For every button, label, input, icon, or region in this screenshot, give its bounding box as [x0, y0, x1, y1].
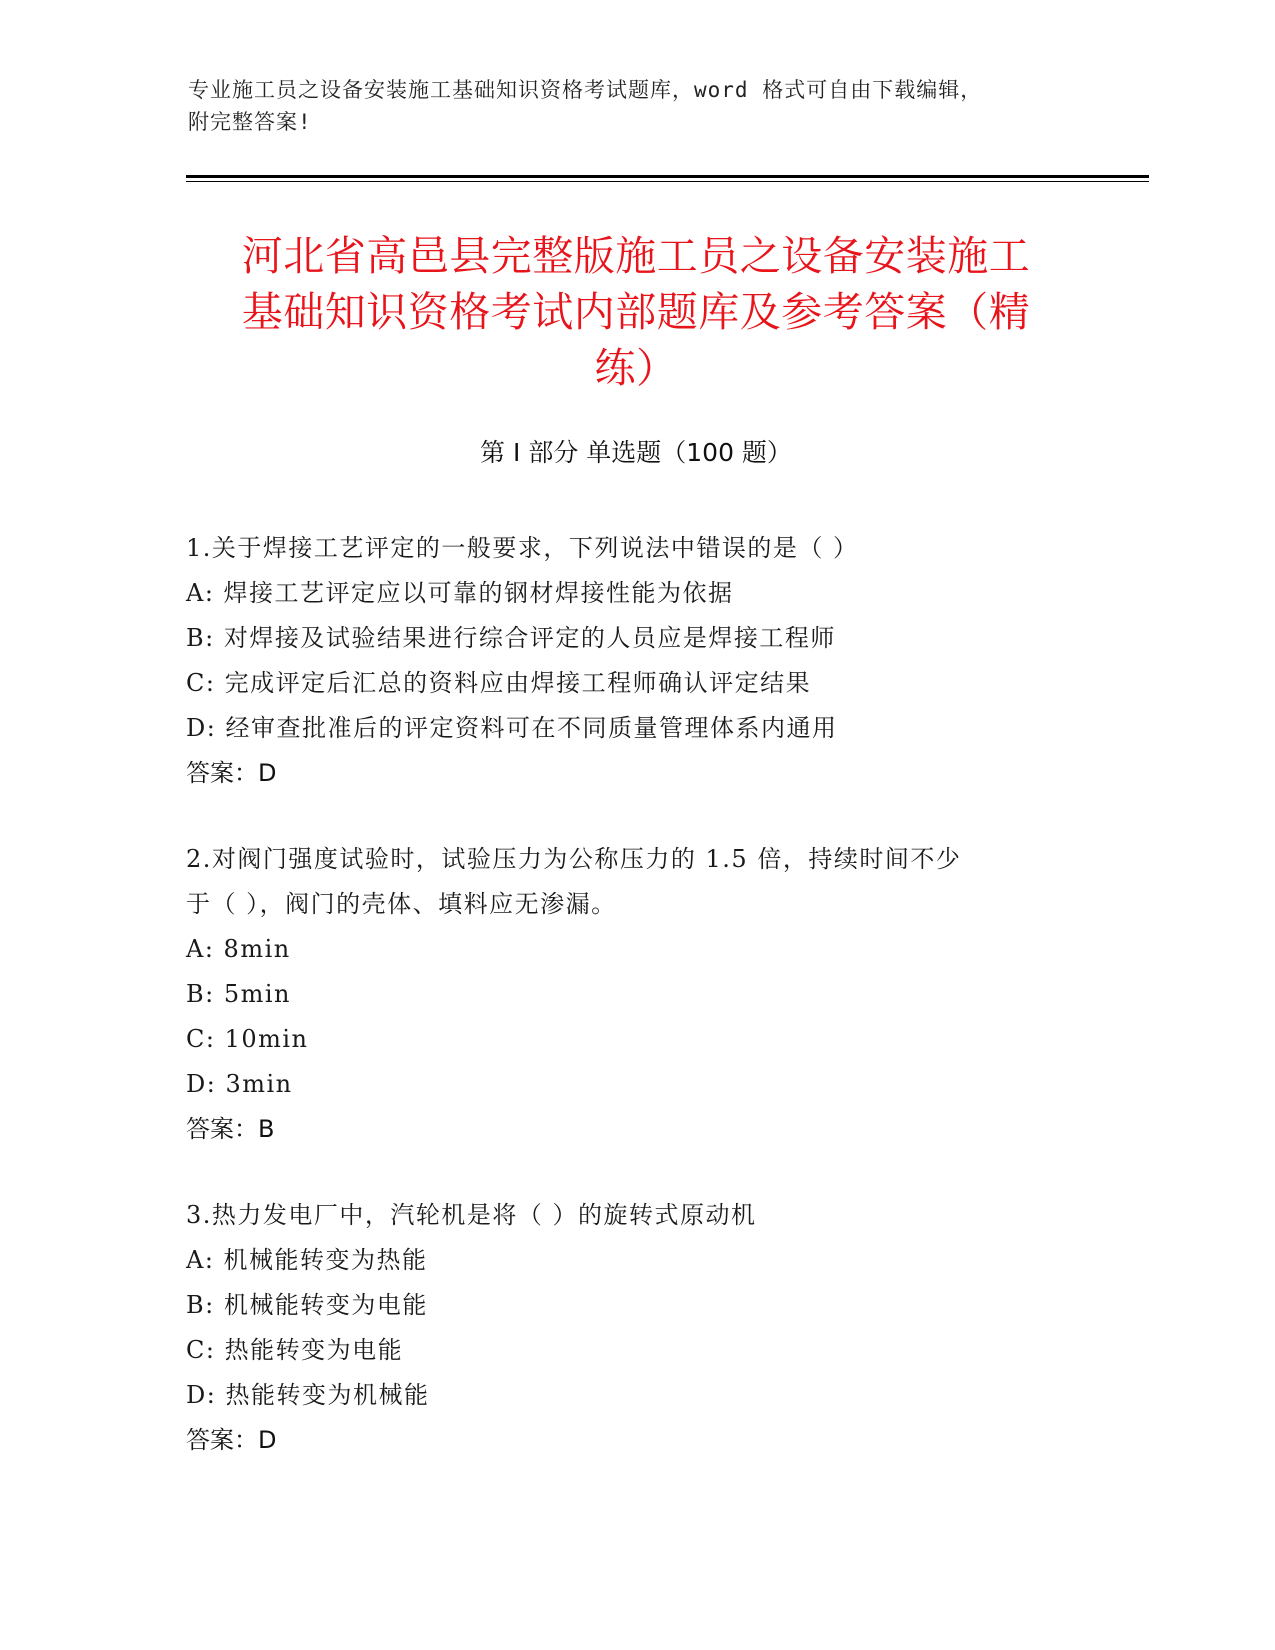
- question-stem: 2.对阀门强度试验时，试验压力为公称压力的 1.5 倍，持续时间不少: [186, 845, 962, 873]
- title-line: 基础知识资格考试内部题库及参考答案（精: [241, 288, 1031, 336]
- intro-line: 附完整答案!: [188, 110, 312, 134]
- question-stem: 3.热力发电厂中，汽轮机是将（ ）的旋转式原动机: [186, 1201, 757, 1229]
- answer-line: 答案：D: [186, 1426, 277, 1454]
- option-d: D: 经审查批准后的评定资料可在不同质量管理体系内通用: [186, 714, 838, 742]
- option-a: A: 机械能转变为热能: [186, 1246, 428, 1274]
- option-c: C: 10min: [186, 1025, 309, 1053]
- question-item: [186, 837, 1066, 1152]
- header-divider-thin: [186, 181, 1149, 182]
- option-a: A: 焊接工艺评定应以可靠的钢材焊接性能为依据: [186, 579, 734, 607]
- header-divider-thick: [186, 175, 1149, 178]
- option-d: D: 3min: [186, 1070, 293, 1098]
- title-line: 练）: [594, 344, 678, 392]
- question-stem: 1.关于焊接工艺评定的一般要求，下列说法中错误的是（ ）: [186, 534, 859, 562]
- option-a: A: 8min: [186, 935, 291, 963]
- question-item: [186, 526, 1066, 796]
- answer-line: 答案：D: [186, 759, 277, 787]
- question-item: [186, 1193, 1066, 1463]
- answer-line: 答案：B: [186, 1115, 275, 1143]
- option-b: B: 对焊接及试验结果进行综合评定的人员应是焊接工程师: [186, 624, 836, 652]
- intro-line: 专业施工员之设备安装施工基础知识资格考试题库，word 格式可自由下载编辑，: [188, 78, 983, 102]
- question-list: [186, 526, 1066, 1504]
- option-b: B: 机械能转变为电能: [186, 1291, 428, 1319]
- question-stem: 于（ ），阀门的壳体、填料应无渗漏。: [186, 890, 617, 918]
- intro-text: [188, 74, 1088, 138]
- option-b: B: 5min: [186, 980, 292, 1008]
- option-c: C: 完成评定后汇总的资料应由焊接工程师确认评定结果: [186, 669, 812, 697]
- document-title: [186, 228, 1086, 396]
- title-line: 河北省高邑县完整版施工员之设备安装施工: [241, 232, 1031, 280]
- option-c: C: 热能转变为电能: [186, 1336, 404, 1364]
- option-d: D: 热能转变为机械能: [186, 1381, 430, 1409]
- section-heading: 第 I 部分 单选题（100 题）: [480, 438, 792, 467]
